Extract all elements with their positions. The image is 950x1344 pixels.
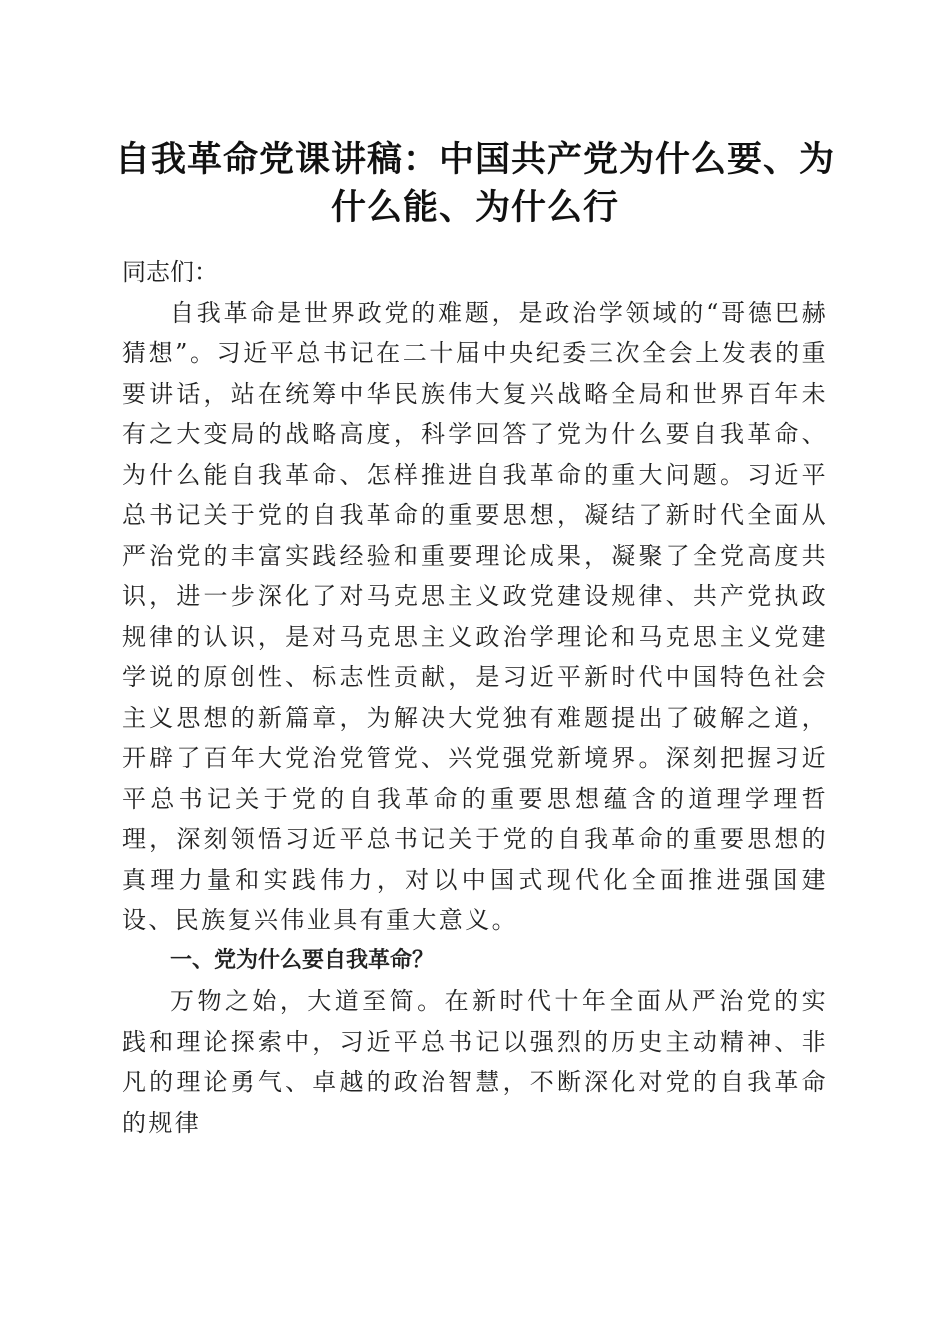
document-title: 自我革命党课讲稿：中国共产党为什么要、为什么能、为什么行 [114,139,835,228]
paragraph-section-one: 万物之始，大道至简。在新时代十年全面从严治党的实践和理论探索中，习近平总书记以强烈的历史主动精神、非凡的理论勇气、卓越的政治智慧，不断深化对党的自我革命的规律 [122,987,828,1137]
paragraph-intro: 自我革命是世界政党的难题，是政治学领域的“哥德巴赫猜想”。习近平总书记在二十届中央纪委三次全会上发表的重要讲话，站在统筹中华民族伟大复兴战略全局和世界百年未有之大变局的战略高度，科学回答了党为什么要自我革命、为什么能自我革命、怎样推进自我革命的重大问题。习近平总书记关于党的自我革命的重要思想，凝结了新时代全面从严治党的丰富实践经验和重要理论成果，凝聚了全党高度共识，进一步深化了对马克思主义政党建设规律、共产党执政规律的认识，是对马克思主义政治学理论和马克思主义党建学说的原创性、标志性贡献，是习近平新时代中国特色社会主义思想的新篇章，为解决大党独有难题提出了破解之道，开辟了百年大党治党管党、兴党强党新境界。深刻把握习近平总书记关于党的自我革命的重要思想蕴含的道理学理哲理，深刻领悟习近平总书记关于党的自我革命的重要思想的真理力量和实践伟力，对以中国式现代化全面推进强国建设、民族复兴伟业具有重大意义。 [122,298,828,934]
section-heading: 一、党为什么要自我革命？ [170,947,435,973]
document-body [122,252,828,1143]
salutation: 同志们： [122,258,218,286]
